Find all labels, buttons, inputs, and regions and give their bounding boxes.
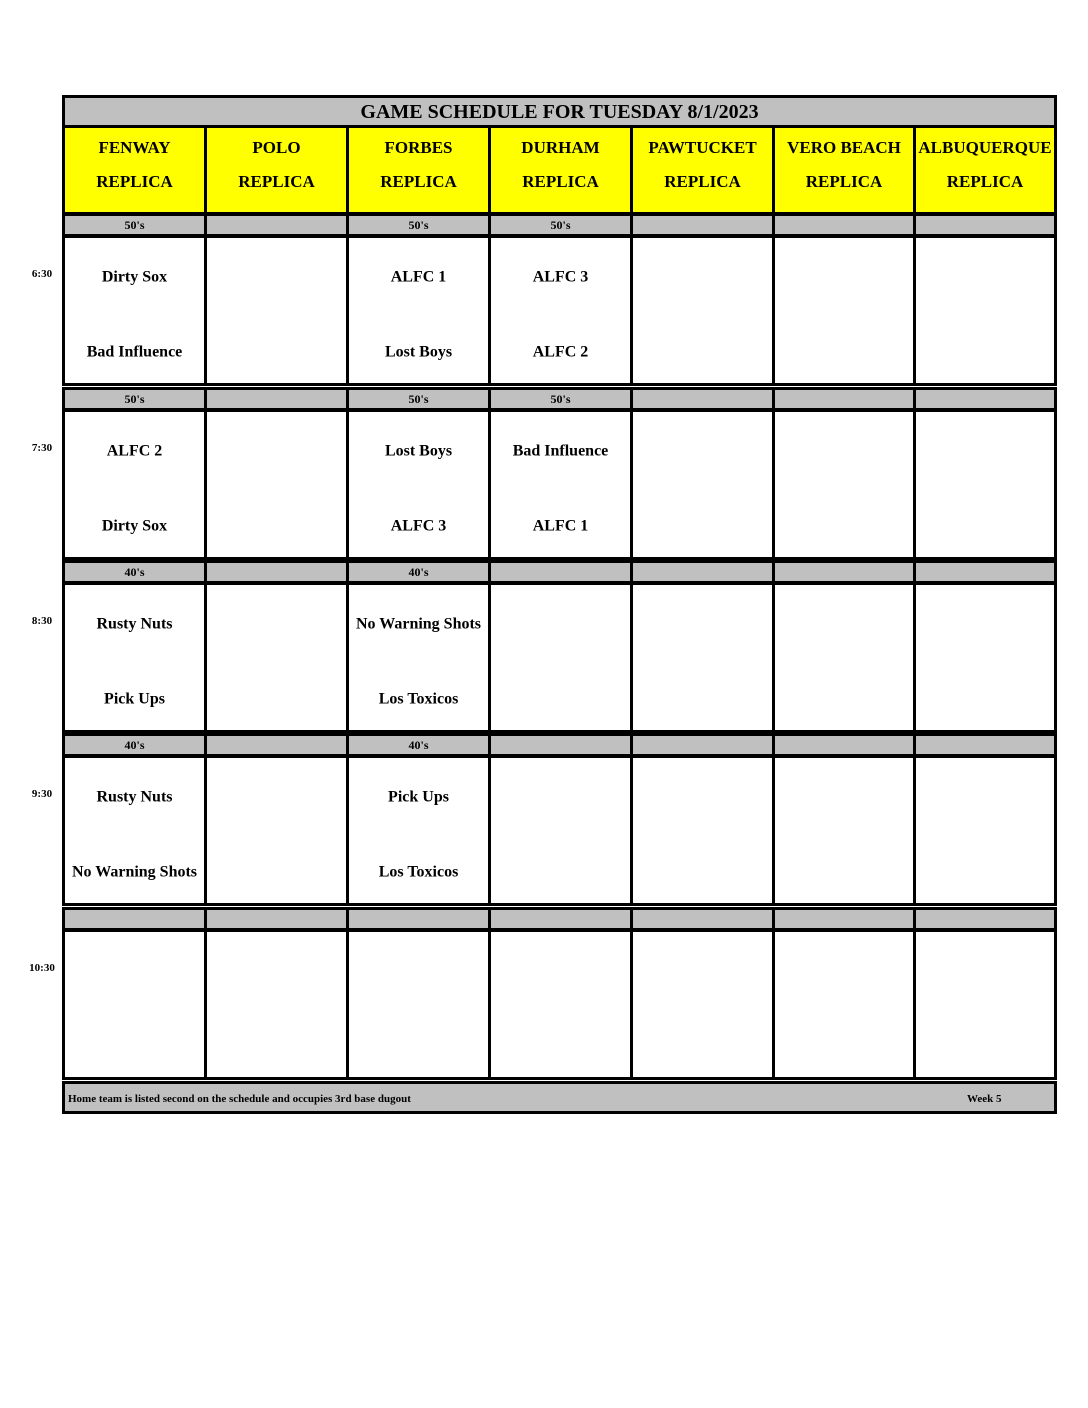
time-label: 9:30 — [31, 788, 53, 800]
time-label: 7:30 — [31, 442, 53, 454]
home-team: ALFC 3 — [390, 517, 447, 535]
field-type: REPLICA — [96, 172, 173, 191]
field-name: POLO — [252, 138, 301, 157]
game-cell — [204, 929, 349, 1080]
field-header — [488, 125, 633, 215]
division-band: 50's — [488, 387, 633, 411]
field-type: REPLICA — [805, 172, 883, 191]
field-name: PAWTUCKET — [648, 138, 757, 157]
division-band: 40's — [62, 560, 207, 584]
division-band: 50's — [346, 213, 491, 237]
division-band — [488, 733, 633, 757]
game-cell — [346, 409, 491, 560]
division-band — [630, 213, 775, 237]
division-band — [772, 907, 916, 931]
time-label: 6:30 — [31, 268, 53, 280]
game-cell — [204, 755, 349, 906]
game-cell — [772, 235, 916, 386]
game-cell — [630, 235, 775, 386]
game-cell — [488, 582, 633, 733]
home-team: No Warning Shots — [71, 863, 198, 881]
game-cell — [488, 755, 633, 906]
schedule-sheet — [62, 95, 1057, 1114]
game-cell — [346, 755, 491, 906]
division-band — [204, 733, 349, 757]
game-cell — [346, 235, 491, 386]
division-band — [630, 907, 775, 931]
game-cell — [62, 235, 207, 386]
game-cell — [913, 582, 1057, 733]
division-band — [772, 733, 916, 757]
game-cell — [630, 582, 775, 733]
division-band — [913, 733, 1057, 757]
footer-note: Home team is listed second on the schedule and occupies 3rd base dugout — [68, 1093, 411, 1105]
time-label: 8:30 — [31, 615, 53, 627]
division-band: 50's — [488, 213, 633, 237]
game-cell — [630, 409, 775, 560]
home-team: Dirty Sox — [101, 517, 168, 535]
away-team: ALFC 1 — [390, 268, 447, 286]
division-band: 40's — [346, 733, 491, 757]
division-band — [204, 560, 349, 584]
away-team: Lost Boys — [384, 442, 453, 460]
game-cell — [204, 582, 349, 733]
game-cell — [346, 929, 491, 1080]
field-type: REPLICA — [664, 172, 741, 191]
away-team: No Warning Shots — [355, 615, 482, 633]
division-band — [630, 560, 775, 584]
away-team: Dirty Sox — [101, 268, 168, 286]
division-band — [630, 387, 775, 411]
division-band — [204, 907, 349, 931]
field-header — [204, 125, 349, 215]
division-band — [772, 213, 916, 237]
division-band: 50's — [62, 213, 207, 237]
field-name: DURHAM — [521, 138, 600, 157]
field-type: REPLICA — [946, 172, 1024, 191]
division-band — [913, 213, 1057, 237]
division-band: 50's — [62, 387, 207, 411]
game-cell — [630, 929, 775, 1080]
game-cell — [913, 235, 1057, 386]
week-label: Week 5 — [967, 1093, 1002, 1105]
division-band — [204, 387, 349, 411]
time-label: 10:30 — [29, 962, 55, 974]
game-cell — [62, 929, 207, 1080]
home-team: Lost Boys — [384, 343, 453, 361]
field-header — [630, 125, 775, 215]
division-band — [913, 387, 1057, 411]
game-cell — [913, 755, 1057, 906]
home-team: Los Toxicos — [378, 863, 459, 881]
division-band — [772, 560, 916, 584]
division-band — [630, 733, 775, 757]
game-cell — [488, 929, 633, 1080]
division-band: 40's — [346, 560, 491, 584]
game-cell — [772, 409, 916, 560]
field-type: REPLICA — [380, 172, 457, 191]
game-cell — [913, 929, 1057, 1080]
game-cell — [488, 409, 633, 560]
division-band — [62, 907, 207, 931]
division-band — [488, 907, 633, 931]
game-cell — [913, 409, 1057, 560]
game-cell — [772, 929, 916, 1080]
game-cell — [204, 409, 349, 560]
game-cell — [62, 755, 207, 906]
home-team: Pick Ups — [104, 690, 165, 708]
game-cell — [204, 235, 349, 386]
away-team: Bad Influence — [512, 442, 609, 460]
division-band — [913, 907, 1057, 931]
field-header — [772, 125, 916, 215]
field-header — [62, 125, 207, 215]
field-header — [913, 125, 1057, 215]
game-cell — [62, 582, 207, 733]
home-team: Los Toxicos — [378, 690, 459, 708]
game-cell — [346, 582, 491, 733]
home-team: Bad Influence — [86, 343, 183, 361]
game-cell — [62, 409, 207, 560]
division-band — [204, 213, 349, 237]
division-band: 40's — [62, 733, 207, 757]
field-name: VERO BEACH — [787, 138, 901, 157]
division-band — [488, 560, 633, 584]
away-team: ALFC 2 — [106, 442, 163, 460]
field-type: REPLICA — [522, 172, 599, 191]
field-name: FENWAY — [98, 138, 171, 157]
game-cell — [772, 582, 916, 733]
division-band: 50's — [346, 387, 491, 411]
division-band — [772, 387, 916, 411]
home-team: ALFC 1 — [532, 517, 589, 535]
division-band — [346, 907, 491, 931]
field-name: ALBUQUERQUE — [918, 138, 1052, 157]
field-header — [346, 125, 491, 215]
away-team: ALFC 3 — [532, 268, 589, 286]
game-cell — [630, 755, 775, 906]
game-cell — [772, 755, 916, 906]
away-team: Pick Ups — [388, 788, 449, 806]
schedule-footer — [62, 1081, 1057, 1114]
field-type: REPLICA — [238, 172, 315, 191]
game-cell — [488, 235, 633, 386]
division-band — [913, 560, 1057, 584]
field-name: FORBES — [384, 138, 453, 157]
away-team: Rusty Nuts — [96, 788, 173, 806]
schedule-title: GAME SCHEDULE FOR TUESDAY 8/1/2023 — [62, 95, 1057, 128]
away-team: Rusty Nuts — [96, 615, 173, 633]
home-team: ALFC 2 — [532, 343, 589, 361]
